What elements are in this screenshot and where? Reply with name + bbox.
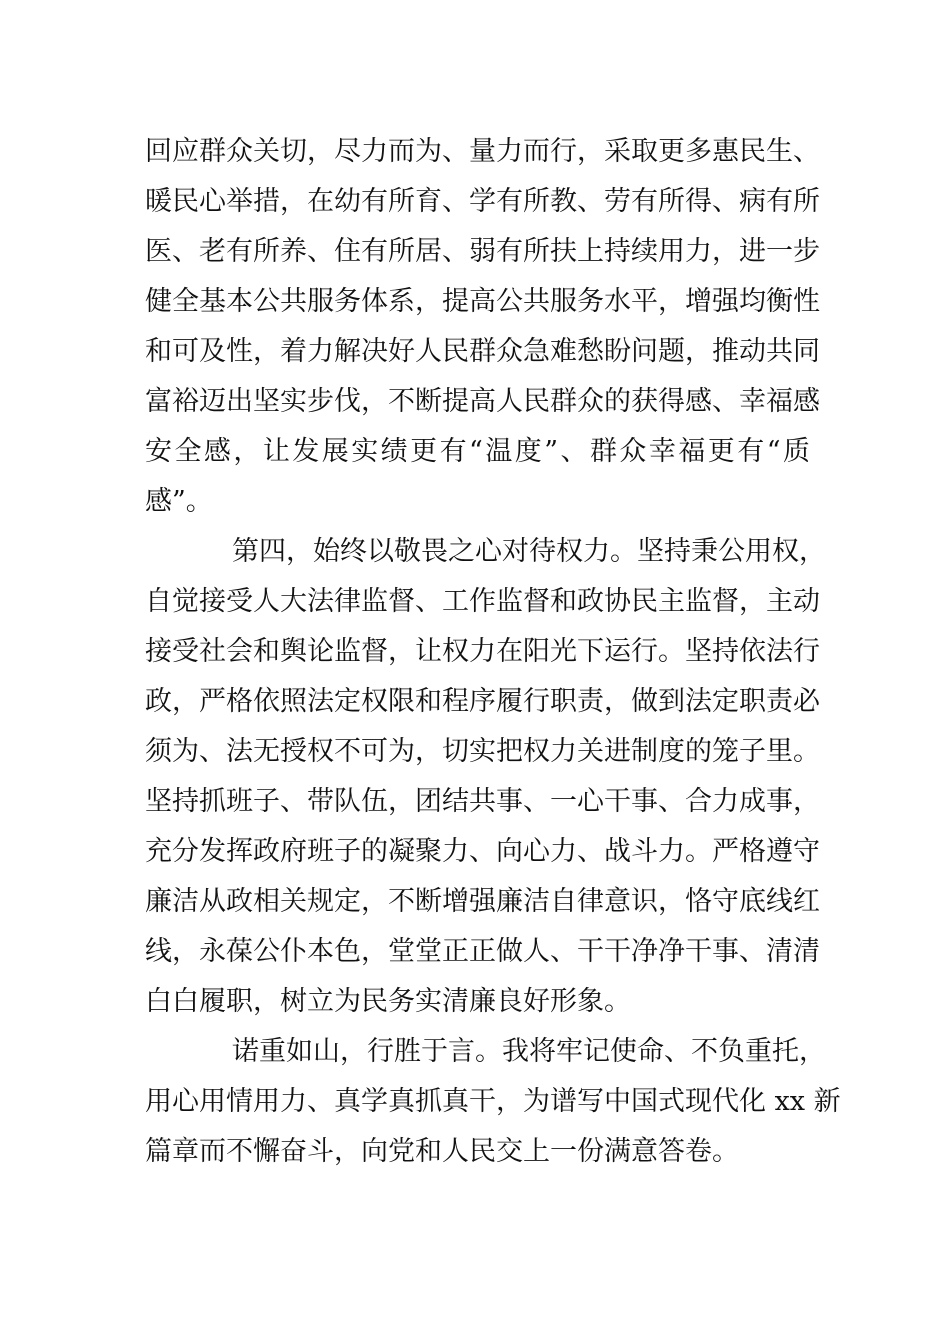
text-line: 篇章而不懈奋斗，向党和人民交上一份满意答卷。 [145,1136,739,1167]
text-line: 富裕迈出坚实步伐，不断提高人民群众的获得感、幸福感 [145,386,820,417]
text-line: 安全感，让发展实绩更有“温度”、群众幸福更有“质 [145,436,810,467]
text-line: 须为、法无授权不可为，切实把权力关进制度的笼子里。 [145,736,820,767]
text-line: 和可及性，着力解决好人民群众急难愁盼问题，推动共同 [145,336,820,367]
text-line: 坚持抓班子、带队伍，团结共事、一心干事、合力成事， [145,786,820,817]
text-line: 暖民心举措，在幼有所育、学有所教、劳有所得、病有所 [145,186,820,217]
text-line: 用心用情用力、真学真抓真干，为谱写中国式现代化 xx 新 [145,1086,841,1117]
text-line: 白白履职，树立为民务实清廉良好形象。 [145,986,631,1017]
text-line: 健全基本公共服务体系，提高公共服务水平，增强均衡性 [145,286,820,317]
paragraph-first-line: 诺重如山，行胜于言。我将牢记使命、不负重托， [232,1036,826,1067]
paragraph-first-line: 第四，始终以敬畏之心对待权力。坚持秉公用权， [232,536,826,567]
text-line: 接受社会和舆论监督，让权力在阳光下运行。坚持依法行 [145,636,820,667]
text-line: 感”。 [145,486,213,517]
text-line: 回应群众关切，尽力而为、量力而行，采取更多惠民生、 [145,136,820,167]
text-line: 医、老有所养、住有所居、弱有所扶上持续用力，进一步 [145,236,820,267]
text-line: 廉洁从政相关规定，不断增强廉洁自律意识，恪守底线红 [145,886,820,917]
text-line: 政，严格依照法定权限和程序履行职责，做到法定职责必 [145,686,820,717]
text-line: 线，永葆公仆本色，堂堂正正做人、干干净净干事、清清 [145,936,820,967]
text-line: 自觉接受人大法律监督、工作监督和政协民主监督，主动 [145,586,820,617]
text-line: 充分发挥政府班子的凝聚力、向心力、战斗力。严格遵守 [145,836,820,867]
